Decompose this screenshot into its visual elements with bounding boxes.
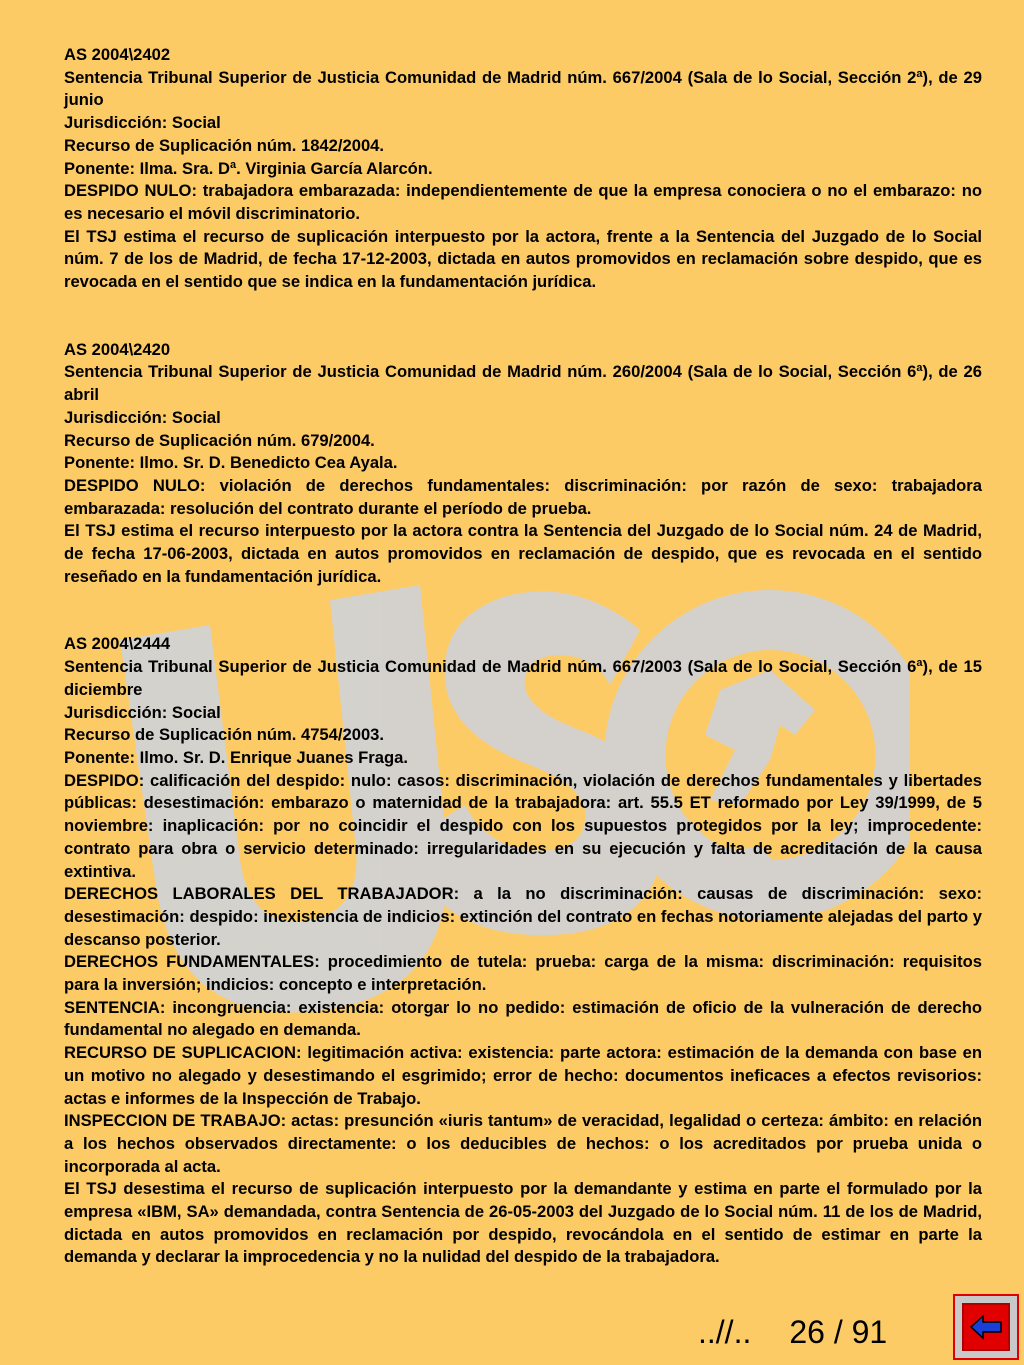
- case-jurisdiction: Jurisdicción: Social: [64, 702, 221, 722]
- case-appeal: Recurso de Suplicación núm. 679/2004.: [64, 430, 375, 450]
- case-appeal: Recurso de Suplicación núm. 4754/2003.: [64, 725, 385, 745]
- case-summary-sentencia: SENTENCIA: incongruencia: existencia: otorgar lo no pedido: estimación de oficio de la vulneración de derecho fundamental no alegado en demanda.: [64, 997, 982, 1040]
- case-court: Sentencia Tribunal Superior de Justicia Comunidad de Madrid núm. 260/2004 (Sala de lo Social, Sección 6ª), de 26 abril: [64, 362, 982, 405]
- case-court: Sentencia Tribunal Superior de Justicia Comunidad de Madrid núm. 667/2003 (Sala de lo Social, Sección 6ª), de 15 diciembre: [64, 657, 982, 699]
- case-reference: AS 2004\2420: [64, 339, 171, 359]
- case-appeal: Recurso de Suplicación núm. 1842/2004.: [64, 135, 385, 155]
- case-judge: Ponente: Ilmo. Sr. D. Benedicto Cea Ayala.: [64, 453, 398, 473]
- case-entry-2: [64, 339, 982, 589]
- case-court: Sentencia Tribunal Superior de Justicia Comunidad de Madrid núm. 667/2004 (Sala de lo Social, Sección 2ª), de 29 junio: [64, 67, 982, 110]
- case-judge: Ponente: Ilma. Sra. Dª. Virginia García Alarcón.: [64, 158, 433, 178]
- case-jurisdiction: Jurisdicción: Social: [64, 113, 221, 133]
- case-summary-derechos-fundamentales: DERECHOS FUNDAMENTALES: procedimiento de tutela: prueba: carga de la misma: discriminación: requisitos para la inversión; indicios: concepto e interpretación.: [64, 952, 982, 995]
- case-judge: Ponente: Ilmo. Sr. D. Enrique Juanes Fraga.: [64, 747, 408, 767]
- case-entry-1: [64, 44, 982, 294]
- back-button-face: [962, 1303, 1010, 1351]
- document-body: [64, 44, 982, 1269]
- back-button[interactable]: [953, 1294, 1019, 1360]
- case-jurisdiction: Jurisdicción: Social: [64, 407, 221, 427]
- case-reference: AS 2004\2444: [64, 634, 171, 654]
- case-ruling: El TSJ desestima el recurso de suplicación interpuesto por la demandante y estima en parte el formulado por la empresa «IBM, SA» demandada, contra Sentencia de 26-05-2003 del Juzgado de lo Social núm. 11 de los de Madrid, dictada en autos promovidos en reclamación por despido, revocándola en el sentido de estimar en parte la demanda y declarar la improcedencia y no la nulidad del despido de la trabajadora.: [64, 1179, 982, 1267]
- case-ruling: El TSJ estima el recurso interpuesto por la actora contra la Sentencia del Juzgado de lo Social núm. 24 de Madrid, de fecha 17-06-2003, dictada en autos promovidos en reclamación de despido, que es revocada en el sentido reseñado en la fundamentación jurídica.: [64, 521, 982, 586]
- page-footer: [698, 1314, 887, 1351]
- case-summary-despido: DESPIDO: calificación del despido: nulo: casos: discriminación, violación de derechos fundamentales y libertades públicas: desestimación: embarazo o maternidad de la trabajadora: art. 55.5 ET reformado por Ley 39/1999, de 5 noviembre: inaplicación: por no coincidir el despido con los supuestos protegidos por la ley; improcedente: contrato para obra o servicio determinado: irregularidades en su ejecución y falta de acreditación de la causa extintiva.: [64, 770, 982, 881]
- case-summary-inspeccion: INSPECCION DE TRABAJO: actas: presunción «iuris tantum» de veracidad, legalidad o certeza: ámbito: en relación a los hechos observados directamente: o los deducibles de hechos: o los acreditados por prueba unida o incorporada al acta.: [64, 1111, 982, 1176]
- case-summary: DESPIDO NULO: trabajadora embarazada: independientemente de que la empresa conociera o no el embarazo: no es necesario el móvil discriminatorio.: [64, 181, 982, 223]
- continuation-mark: ..//..: [698, 1314, 752, 1350]
- case-ruling: El TSJ estima el recurso de suplicación interpuesto por la actora, frente a la Sentencia del Juzgado de lo Social núm. 7 de los de Madrid, de fecha 17-12-2003, dictada en autos promovidos en reclamación sobre despido, que es revocada en el sentido que se indica en la fundamentación jurídica.: [64, 226, 982, 292]
- case-entry-3: [64, 633, 982, 1269]
- case-summary-recurso: RECURSO DE SUPLICACION: legitimación activa: existencia: parte actora: estimación de la demanda con base en un motivo no alegado y desestimando el esgrimido; error de hecho: documentos ineficaces a efectos revisorios: actas e informes de la Inspección de Trabajo.: [64, 1043, 982, 1108]
- case-summary: DESPIDO NULO: violación de derechos fundamentales: discriminación: por razón de sexo: trabajadora embarazada: resolución del contrato durante el período de prueba.: [64, 475, 982, 518]
- page-number: 26 / 91: [789, 1314, 888, 1350]
- back-arrow-icon: [969, 1314, 1003, 1340]
- case-reference: AS 2004\2402: [64, 45, 171, 64]
- case-summary-derechos-laborales: DERECHOS LABORALES DEL TRABAJADOR: a la no discriminación: causas de discriminación: sexo: desestimación: despido: inexistencia de indicios: extinción del contrato en fechas notoriamente alejadas del parto y descanso posterior.: [64, 884, 982, 949]
